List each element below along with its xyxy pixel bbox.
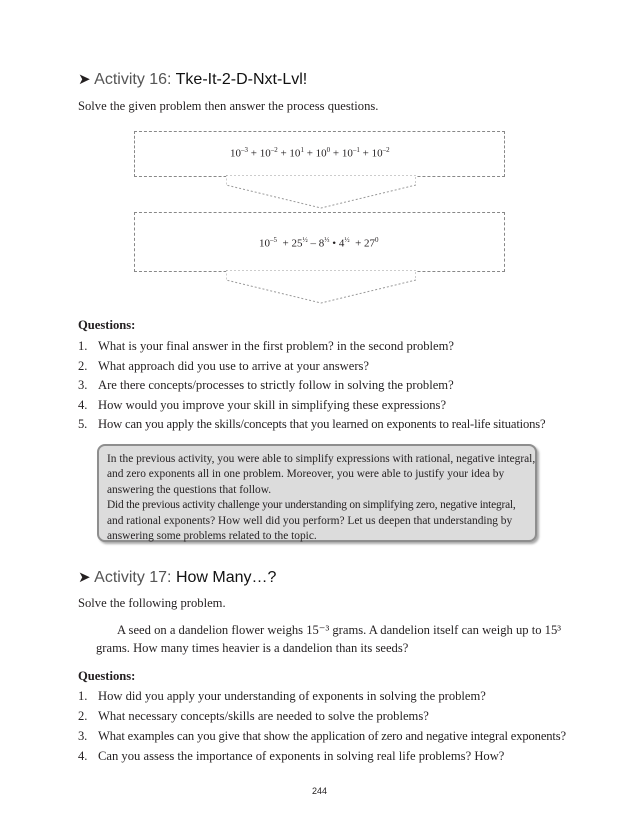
activity-title: Tke-It-2-D-Nxt-Lvl! (175, 71, 308, 88)
expression-1: $10^{-3} + 10^{-2} + 10^1 + 10^0 + 10^{-1} + 10^{-2}$ (230, 146, 390, 160)
question-item: 2. What necessary concepts/skills are needed to solve the problems? (78, 709, 429, 723)
activity-title: How Many…? (175, 569, 277, 586)
down-arrow-1 (226, 175, 416, 209)
question-item: 4. How would you improve your skill in simplifying these expressions? (78, 398, 447, 412)
note-line: answering the questions that follow. (107, 483, 272, 496)
question-item: 1. What is your final answer in the first problem? in the second problem? (78, 339, 455, 353)
activity-instruction: Solve the given problem then answer the process questions. (78, 99, 379, 113)
note-line: Did the previous activity challenge your understanding on simplifying zero, negative integral, (107, 499, 516, 512)
question-item: 3. Are there concepts/processes to strictly follow in solving the problem? (78, 378, 454, 392)
activity-instruction: Solve the following problem. (78, 596, 226, 610)
activity-17-heading (78, 568, 276, 587)
note-line: In the previous activity, you were able to simplify expressions with rational, negative integral, (107, 453, 536, 465)
down-arrow-2 (226, 270, 416, 304)
activity-number: Activity 16: (94, 71, 172, 88)
arrow-icon: ➤ (78, 569, 91, 586)
summary-note (97, 444, 537, 542)
arrow-icon: ➤ (78, 71, 91, 88)
problem-text: grams. How many times heavier is a dandelion than its seeds? (96, 641, 409, 655)
question-item: 2. What approach did you use to arrive at your answers? (78, 359, 370, 373)
question-item: 4. Can you assess the importance of exponents in solving real life problems? How? (78, 749, 505, 763)
note-line: answering some problems related to the topic. (107, 530, 317, 543)
questions-heading: Questions: (78, 318, 136, 332)
page-number: 244 (311, 786, 328, 796)
activity-number: Activity 17: (94, 569, 172, 586)
activity-16-heading (78, 70, 307, 89)
question-item: 1. How did you apply your understanding of exponents in solving the problem? (78, 689, 486, 703)
note-line: and zero exponents all in one problem. Moreover, you were able to justify your idea by (107, 468, 505, 481)
problem-text: A seed on a dandelion flower weighs 15⁻³ grams. A dandelion itself can weigh up to 15³ (117, 623, 562, 637)
question-item: 5. How can you apply the skills/concepts that you learned on exponents to real-life situations? (78, 417, 546, 431)
note-line: and rational exponents? How well did you perform? Let us deepen that understanding by (107, 514, 513, 527)
question-item: 3. What examples can you give that show the application of zero and negative integral exponents? (78, 729, 566, 743)
questions-heading: Questions: (78, 669, 136, 683)
expression-2: $10^{-5} + 25^{\frac{1}{2}} - 8^{\frac{1}{3}}$ • $4^{\frac{1}{2}} + 27^0$ (259, 236, 379, 250)
